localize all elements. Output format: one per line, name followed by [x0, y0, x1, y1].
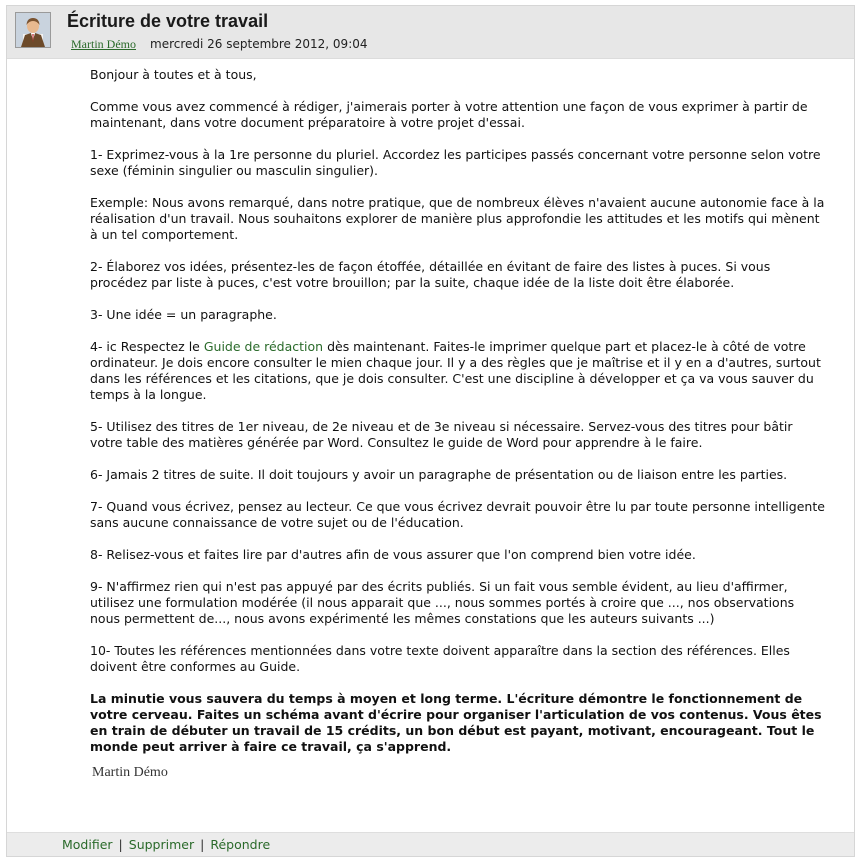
forum-post: [6, 5, 855, 857]
post-actions: [7, 832, 854, 856]
greeting: Bonjour à toutes et à tous,: [90, 67, 257, 82]
post-meta: [71, 37, 368, 52]
post-title: Écriture de votre travail: [67, 11, 269, 31]
post-body: [90, 67, 828, 781]
post-date: mercredi 26 septembre 2012, 09:04: [150, 37, 368, 51]
point-4-text-before: 4- ic Respectez le: [90, 339, 204, 354]
point-10: 10- Toutes les références mentionnées dans votre texte doivent apparaître dans la section des références. Elles doivent être conformes au Guide.: [90, 643, 790, 674]
separator: |: [200, 837, 205, 852]
reply-link[interactable]: Répondre: [210, 837, 271, 852]
point-1: 1- Exprimez-vous à la 1re personne du pluriel. Accordez les participes passés concernant votre personne selon votre sexe (féminin singulier ou masculin singulier).: [90, 147, 821, 178]
point-3: 3- Une idée = un paragraphe.: [90, 307, 277, 322]
author-link[interactable]: Martin Démo: [71, 37, 136, 51]
point-2: 2- Élaborez vos idées, présentez-les de façon étoffée, détaillée en évitant de faire des listes à puces. Si vous procédez par liste à puces, c'est votre brouillon; par la suite, chaque idée de la liste doit être élaborée.: [90, 259, 771, 290]
separator: |: [118, 837, 123, 852]
delete-link[interactable]: Supprimer: [128, 837, 195, 852]
closing-paragraph: La minutie vous sauvera du temps à moyen et long terme. L'écriture démontre le fonctionnement de votre cerveau. Faites un schéma avant d'écrire pour organiser l'articulation de vos contenus. Vous êtes en train de débuter un travail de 15 crédits, un bon début est payant, motivant, encourageant. Tout le monde peut arriver à faire ce travail, ça s'apprend.: [90, 691, 822, 754]
point-4-text-after: dès maintenant. Faites-le imprimer quelque part et placez-le à côté de votre ordinateur. Je dois encore consulter le mien chaque jour. Il y a des règles que je maîtrise et il y en a d'autres, surtout dans les références et les citations, que je dois consulter. C'est une discipline à développer et ça va vous sauver du temps à la longue.: [90, 339, 821, 402]
post-header: [7, 6, 854, 59]
point-8: 8- Relisez-vous et faites lire par d'autres afin de vous assurer que l'on comprend bien votre idée.: [90, 547, 696, 562]
avatar[interactable]: [15, 12, 51, 48]
user-avatar-icon: [16, 13, 50, 47]
guide-redaction-link[interactable]: Guide de rédaction: [203, 339, 324, 354]
point-7: 7- Quand vous écrivez, pensez au lecteur. Ce que vous écrivez devrait pouvoir être lu par toute personne intelligente sans aucune connaissance de votre sujet ou de l'éducation.: [90, 499, 825, 530]
edit-link[interactable]: Modifier: [62, 837, 113, 852]
signature: Martin Démo: [92, 765, 168, 780]
point-5: 5- Utilisez des titres de 1er niveau, de 2e niveau et de 3e niveau si nécessaire. Servez-vous des titres pour bâtir votre table des matières générée par Word. Consultez le guide de Word pour apprendre à le faire.: [90, 419, 793, 450]
example-paragraph: Exemple: Nous avons remarqué, dans notre pratique, que de nombreux élèves n'avaient aucune autonomie face à la réalisation d'un travail. Nous souhaitons explorer de manière plus approfondie les attitudes et les motifs qui mènent à un tel comportement.: [90, 195, 825, 242]
point-6: 6- Jamais 2 titres de suite. Il doit toujours y avoir un paragraphe de présentation ou de liaison entre les parties.: [90, 467, 788, 482]
point-9: 9- N'affirmez rien qui n'est pas appuyé par des écrits publiés. Si un fait vous semble évident, au lieu d'affirmer, utilisez une formulation modérée (il nous apparait que ..., nous sommes portés à croire que ..., nos observations nous permettent de..., nous avons expérimenté les mêmes constations que les auteurs suivants ...): [90, 579, 795, 626]
point-4: [90, 339, 828, 403]
intro-paragraph: Comme vous avez commencé à rédiger, j'aimerais porter à votre attention une façon de vous exprimer à partir de maintenant, dans votre document préparatoire à votre projet d'essai.: [90, 99, 808, 130]
